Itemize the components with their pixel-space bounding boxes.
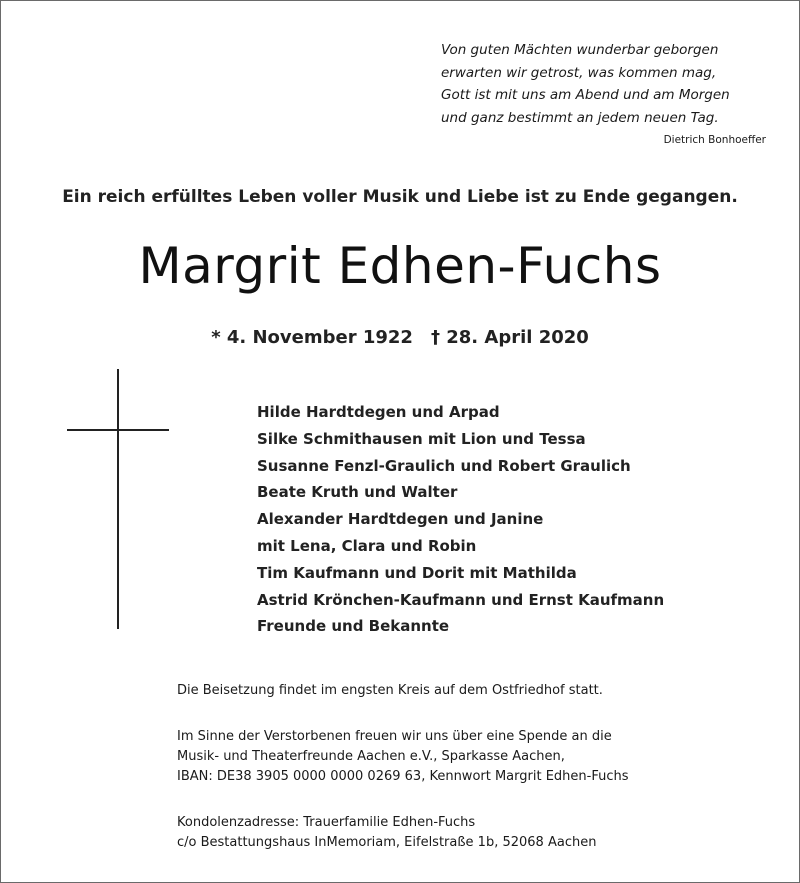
mourner-line: Alexander Hardtdegen und Janine bbox=[257, 510, 544, 529]
burial-notice bbox=[177, 681, 737, 701]
quote-line: erwarten wir getrost, was kommen mag, bbox=[441, 64, 717, 81]
mourner-line: Freunde und Bekannte bbox=[257, 617, 450, 636]
quote-line: Gott ist mit uns am Abend und am Morgen bbox=[441, 87, 730, 103]
cross-icon-bar bbox=[67, 429, 169, 431]
mourner-line: Silke Schmithausen mit Lion und Tessa bbox=[257, 429, 586, 448]
life-dates bbox=[1, 327, 799, 348]
condolence-line: c/o Bestattungshaus InMemoriam, Eifelstraße 1b, 52068 Aachen bbox=[177, 835, 597, 850]
death-date: † 28. April 2020 bbox=[430, 327, 589, 348]
condolence-line: Kondolenzadresse: Trauerfamilie Edhen-Fuchs bbox=[177, 815, 476, 830]
quote-line: und ganz bestimmt an jedem neuen Tag. bbox=[441, 109, 719, 126]
donation-line: Im Sinne der Verstorbenen freuen wir uns über eine Spende an die bbox=[177, 729, 612, 744]
mourner-line: Hilde Hardtdegen und Arpad bbox=[257, 403, 500, 421]
deceased-name: Margrit Edhen-Fuchs bbox=[138, 237, 662, 295]
mourner-line: Beate Kruth und Walter bbox=[257, 483, 458, 502]
quote-line: Von guten Mächten wunderbar geborgen bbox=[441, 42, 719, 58]
mourners-list bbox=[257, 399, 664, 640]
burial-text: Die Beisetzung findet im engsten Kreis auf dem Ostfriedhof statt. bbox=[177, 683, 603, 698]
mourner-line: Tim Kaufmann und Dorit mit Mathilda bbox=[257, 563, 577, 582]
quote-author: Dietrich Bonhoeffer bbox=[663, 134, 766, 146]
headline: Ein reich erfülltes Leben voller Musik und Liebe ist zu Ende gegangen. bbox=[62, 187, 738, 207]
bonhoeffer-quote bbox=[441, 39, 781, 129]
donation-notice bbox=[177, 727, 737, 787]
mourner-line: Susanne Fenzl-Graulich und Robert Graulich bbox=[257, 456, 631, 475]
mourner-line: Astrid Krönchen-Kaufmann und Ernst Kaufmann bbox=[257, 590, 665, 609]
mourner-line: mit Lena, Clara und Robin bbox=[257, 536, 477, 555]
condolence-address bbox=[177, 813, 737, 853]
cross-icon bbox=[117, 369, 119, 629]
donation-line: Musik- und Theaterfreunde Aachen e.V., Sparkasse Aachen, bbox=[177, 749, 565, 764]
donation-line: IBAN: DE38 3905 0000 0000 0269 63, Kennwort Margrit Edhen-Fuchs bbox=[177, 769, 629, 784]
birth-date: * 4. November 1922 bbox=[211, 327, 413, 348]
